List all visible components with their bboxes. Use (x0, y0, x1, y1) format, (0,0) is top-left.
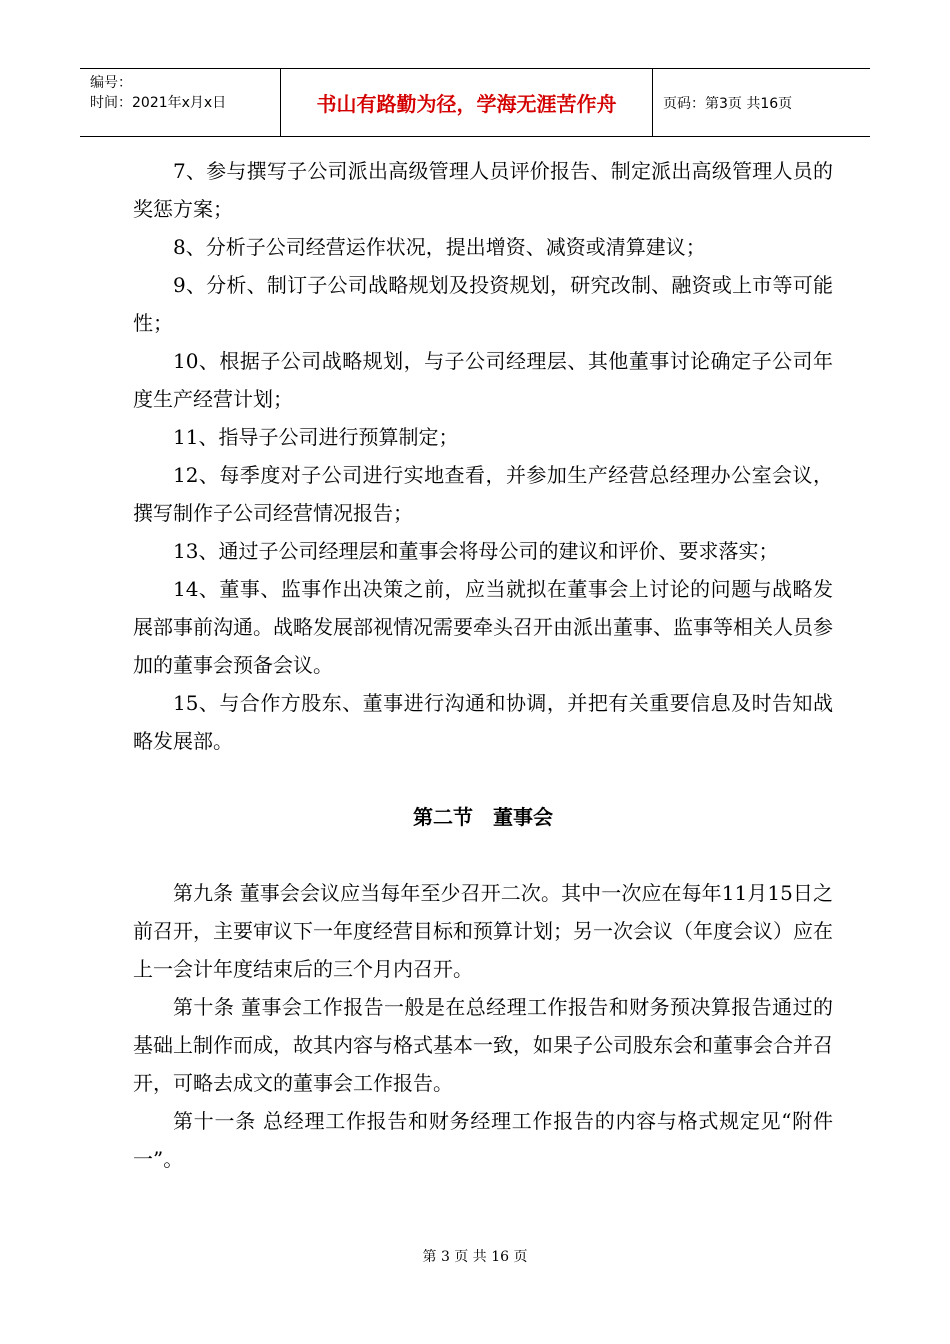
number-label: 编号： (90, 75, 132, 91)
time-label: 时间：2021年x月x日 (90, 95, 227, 111)
article-paragraph: 第九条 董事会会议应当每年至少召开二次。其中一次应在每年11月15日之前召开，主要审议下一年度经营目标和预算计划；另一次会议（年度会议）应在上一会计年度结束后的三个月内召开。 (133, 881, 833, 981)
page-footer: 第 3 页 共 16 页 (422, 1249, 528, 1265)
header-page-label: 页码：第3页 共16页 (663, 95, 793, 112)
document-body (133, 152, 833, 1178)
list-item: 12、每季度对子公司进行实地查看，并参加生产经营总经理办公室会议，撰写制作子公司经营情况报告； (133, 463, 833, 525)
list-item: 14、董事、监事作出决策之前，应当就拟在董事会上讨论的问题与战略发展部事前沟通。战略发展部视情况需要牵头召开由派出董事、监事等相关人员参加的董事会预备会议。 (133, 577, 833, 677)
list-item: 7、参与撰写子公司派出高级管理人员评价报告、制定派出高级管理人员的奖惩方案； (133, 159, 833, 221)
list-item: 10、根据子公司战略规划，与子公司经理层、其他董事讨论确定子公司年度生产经营计划； (133, 349, 833, 411)
list-item: 8、分析子公司经营运作状况，提出增资、减资或清算建议； (173, 235, 706, 259)
list-item: 13、通过子公司经理层和董事会将母公司的建议和评价、要求落实； (173, 539, 779, 563)
article-paragraph: 第十条 董事会工作报告一般是在总经理工作报告和财务预决算报告通过的基础上制作而成，故其内容与格式基本一致，如果子公司股东会和董事会合并召开，可略去成文的董事会工作报告。 (133, 995, 833, 1095)
list-item: 15、与合作方股东、董事进行沟通和协调，并把有关重要信息及时告知战略发展部。 (133, 691, 833, 753)
page-header (80, 68, 870, 137)
article-paragraph: 第十一条 总经理工作报告和财务经理工作报告的内容与格式规定见“附件一”。 (133, 1109, 833, 1171)
header-meta (80, 69, 281, 136)
section-title: 第二节 董事会 (413, 805, 553, 829)
list-item: 11、指导子公司进行预算制定； (173, 425, 459, 449)
list-item: 9、分析、制订子公司战略规划及投资规划，研究改制、融资或上市等可能性； (133, 273, 833, 335)
header-motto: 书山有路勤为径，学海无涯苦作舟 (281, 69, 653, 136)
